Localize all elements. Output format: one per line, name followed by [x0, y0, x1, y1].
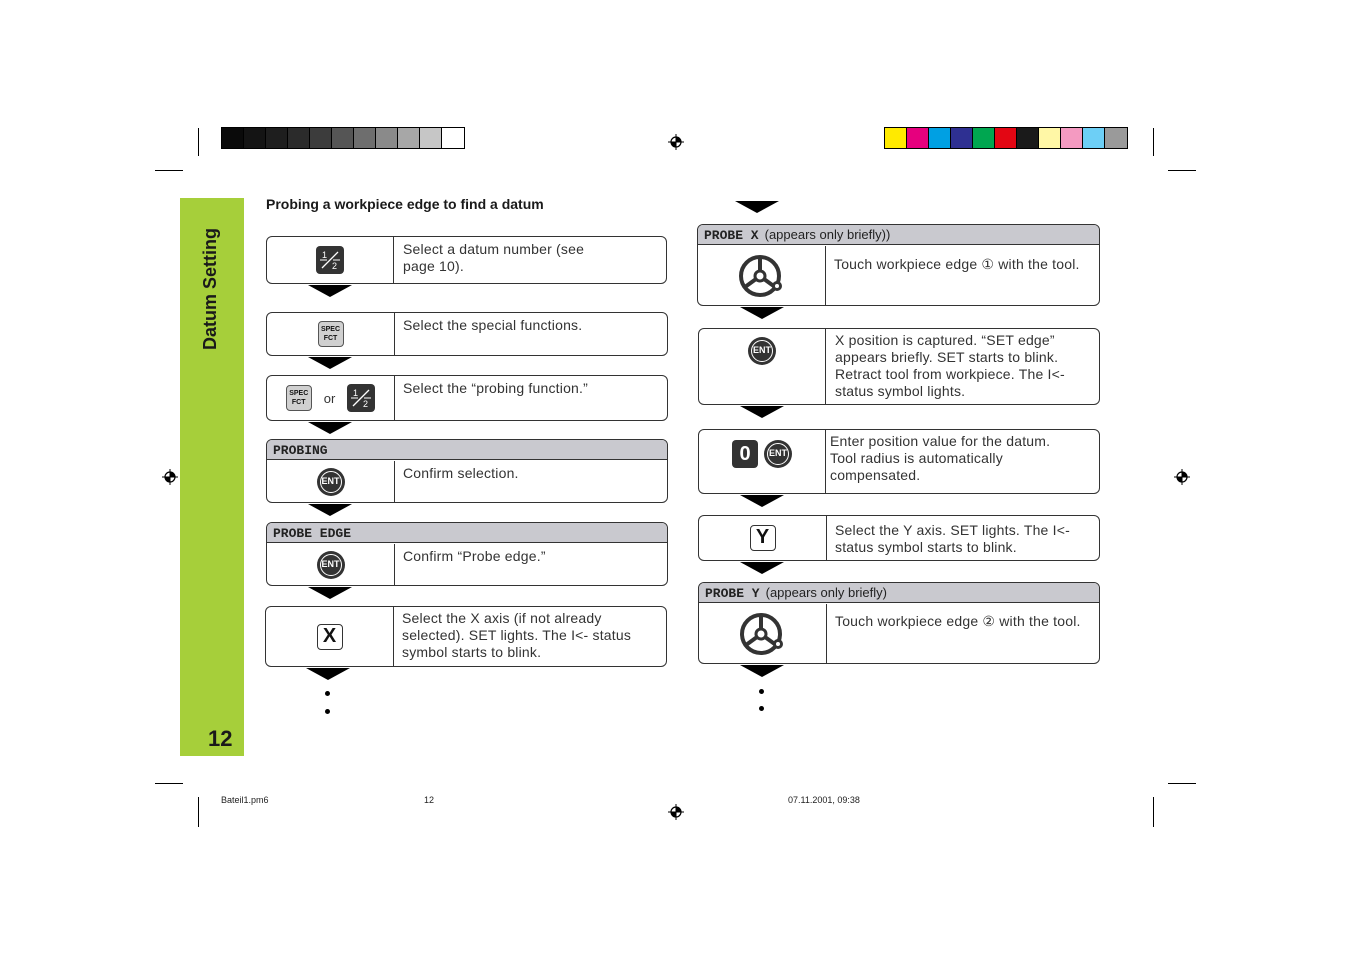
grey-swatch — [332, 128, 354, 148]
spec-fct-key-icon[interactable]: SPEC FCT — [318, 321, 344, 347]
display-bar — [699, 583, 1099, 603]
flow-arrow-icon — [740, 406, 784, 418]
step-text: Select the X axis (if not already selected). SET lights. The I<- status symbol starts to blink. — [402, 610, 632, 660]
step-special-functions — [266, 312, 668, 356]
crop-mark — [198, 797, 199, 827]
step-enter-position — [698, 429, 1100, 494]
grey-swatch — [222, 128, 244, 148]
datum-key-icon[interactable] — [347, 384, 375, 412]
grey-swatch — [376, 128, 398, 148]
step-text: X position is captured. “SET edge” appears briefly. SET starts to blink. Retract tool from workpiece. The I<- status symbol lights. — [835, 332, 1065, 399]
flow-arrow-icon — [308, 504, 352, 516]
ent-key-icon[interactable]: ENT — [317, 468, 345, 496]
step-text: Enter position value for the datum. Tool radius is automatically compensated. — [830, 433, 1051, 483]
section-heading: Probing a workpiece edge to find a datum — [266, 196, 544, 212]
flow-arrow-icon — [740, 495, 784, 507]
y-axis-key-icon[interactable]: Y — [750, 525, 776, 551]
step-text: Touch workpiece edge ② with the tool. — [835, 613, 1081, 629]
crop-mark — [1168, 170, 1196, 171]
grey-color-bar — [221, 127, 465, 149]
step-select-y-axis — [698, 515, 1100, 561]
step-probing-function — [266, 375, 668, 421]
color-swatch — [1061, 128, 1083, 148]
probe-wheel-icon[interactable] — [739, 610, 787, 658]
continuation-dot — [325, 691, 330, 696]
grey-swatch — [244, 128, 266, 148]
color-swatch — [907, 128, 929, 148]
step-confirm-probing — [266, 439, 668, 503]
flow-arrow-icon — [308, 587, 352, 599]
crop-mark — [1153, 128, 1154, 156]
crop-mark — [1153, 797, 1154, 827]
step-text: Confirm “Probe edge.” — [403, 548, 546, 564]
step-touch-edge-2 — [698, 582, 1100, 664]
color-swatch — [1105, 128, 1127, 148]
step-text: Select a datum number (see page 10). — [403, 241, 585, 274]
crop-mark — [155, 170, 183, 171]
flow-arrow-icon — [740, 307, 784, 319]
flow-arrow-icon — [740, 562, 784, 574]
or-label: or — [323, 390, 336, 406]
continuation-dot — [759, 689, 764, 694]
step-text: Touch workpiece edge ① with the tool. — [834, 256, 1080, 272]
x-axis-key-icon[interactable]: X — [317, 624, 343, 650]
grey-swatch — [442, 128, 464, 148]
svg-text:2: 2 — [363, 399, 369, 409]
display-bar — [267, 440, 667, 460]
zero-key-icon[interactable]: 0 — [732, 440, 758, 468]
grey-swatch — [266, 128, 288, 148]
registration-target-icon — [668, 134, 684, 150]
step-text: Confirm selection. — [403, 465, 519, 481]
svg-text:1: 1 — [322, 250, 328, 260]
color-swatch — [1083, 128, 1105, 148]
step-text: Select the Y axis. SET lights. The I<- status symbol starts to blink. — [835, 522, 1070, 555]
flow-arrow-icon — [735, 201, 779, 213]
crop-mark — [155, 783, 183, 784]
svg-text:2: 2 — [332, 261, 338, 271]
color-swatch — [951, 128, 973, 148]
continuation-dot — [759, 706, 764, 711]
step-confirm-probe-edge — [266, 522, 668, 586]
grey-swatch — [354, 128, 376, 148]
step-touch-edge-1 — [697, 224, 1100, 306]
display-bar — [267, 523, 667, 543]
datum-key-icon[interactable] — [316, 246, 344, 274]
flow-arrow-icon — [308, 357, 352, 369]
chapter-sidebar — [180, 198, 244, 756]
page-number: 12 — [208, 726, 233, 751]
svg-text:1: 1 — [353, 388, 359, 398]
step-text: Select the “probing function.” — [403, 380, 588, 396]
footer-file: Bateil1.pm6 — [221, 795, 269, 805]
grey-swatch — [288, 128, 310, 148]
registration-target-icon — [1174, 469, 1190, 485]
color-swatch — [1017, 128, 1039, 148]
display-note: (appears only briefly)) — [764, 227, 891, 242]
flow-arrow-icon — [306, 668, 350, 680]
step-x-captured — [698, 328, 1100, 405]
flow-arrow-icon — [308, 285, 352, 297]
crop-mark — [198, 128, 199, 156]
display-text: PROBE X — [704, 228, 759, 243]
flow-arrow-icon — [740, 665, 784, 677]
continuation-dot — [325, 709, 330, 714]
color-swatch — [929, 128, 951, 148]
color-swatch — [995, 128, 1017, 148]
display-text: PROBE EDGE — [273, 526, 352, 541]
grey-swatch — [420, 128, 442, 148]
display-text: PROBING — [273, 443, 328, 458]
step-select-datum — [266, 236, 667, 284]
step-select-x-axis — [265, 606, 667, 667]
ent-key-icon[interactable]: ENT — [317, 551, 345, 579]
flow-arrow-icon — [308, 422, 352, 434]
chapter-title: Datum Setting — [200, 227, 220, 350]
display-note: (appears only briefly) — [765, 585, 887, 600]
display-text: PROBE Y — [705, 586, 760, 601]
registration-target-icon — [162, 469, 178, 485]
probe-wheel-icon[interactable] — [738, 252, 786, 300]
spec-fct-key-icon[interactable]: SPEC FCT — [286, 385, 312, 411]
footer-timestamp: 07.11.2001, 09:38 — [788, 795, 860, 805]
color-swatch — [885, 128, 907, 148]
registration-target-icon — [668, 804, 684, 820]
ent-key-icon[interactable]: ENT — [764, 440, 792, 468]
grey-swatch — [310, 128, 332, 148]
step-text: Select the special functions. — [403, 317, 583, 333]
footer-page: 12 — [424, 795, 435, 805]
color-bar — [884, 127, 1128, 149]
color-swatch — [1039, 128, 1061, 148]
grey-swatch — [398, 128, 420, 148]
display-bar — [698, 225, 1099, 245]
crop-mark — [1168, 783, 1196, 784]
ent-key-icon[interactable]: ENT — [748, 337, 776, 365]
color-swatch — [973, 128, 995, 148]
